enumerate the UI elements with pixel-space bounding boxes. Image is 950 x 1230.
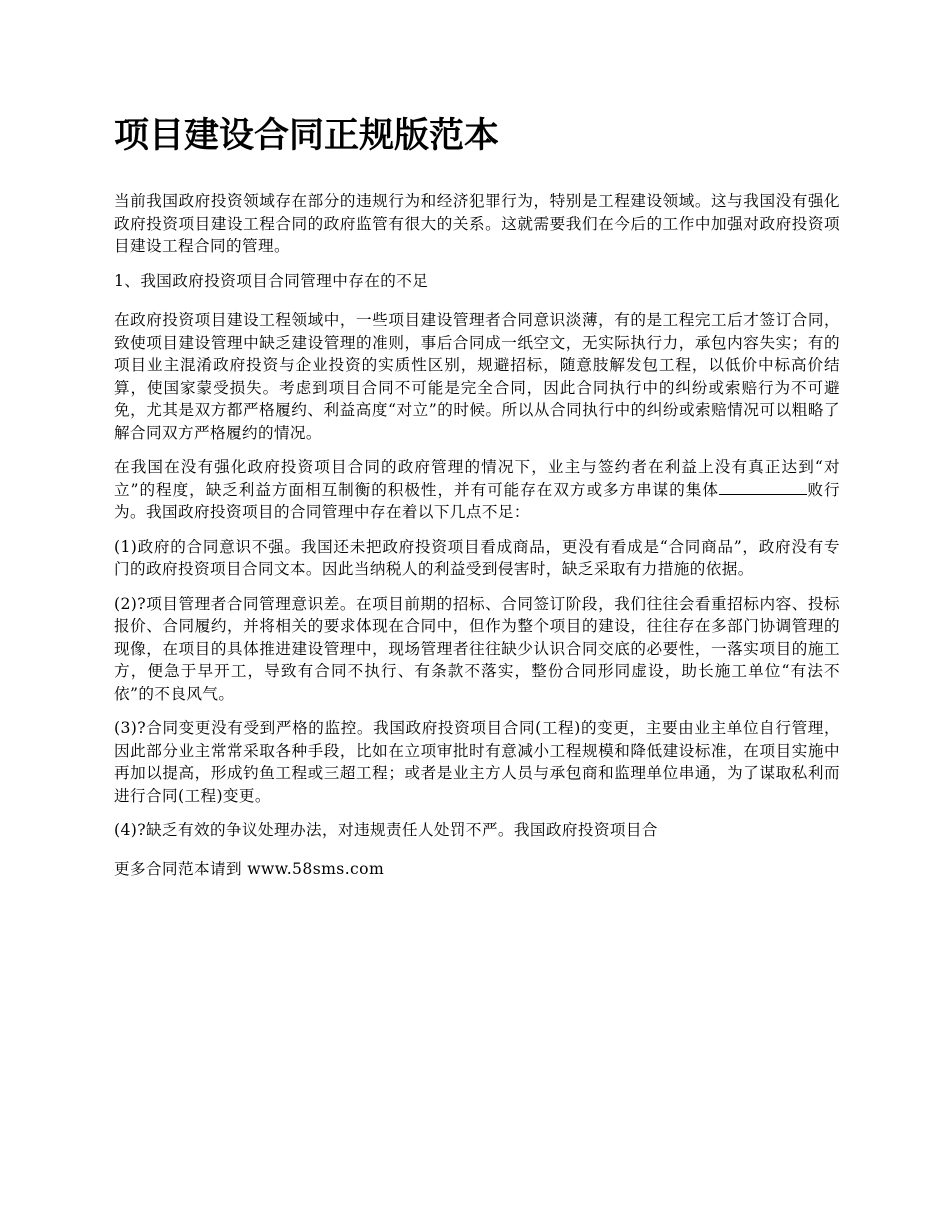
document-page [114, 112, 840, 892]
document-title: 项目建设合同正规版范本 [114, 116, 500, 156]
footer-link-text: 更多合同范本请到 www.58sms.com [114, 859, 385, 878]
underline-blank [719, 480, 807, 495]
list-item-3: (3)?合同变更没有受到严格的监控。我国政府投资项目合同(工程)的变更，主要由业主单位自行管理，因此部分业主常常采取各种手段，比如在立项审批时有意减小工程规模和降低建设标准，在项目实施中再加以提高，形成钓鱼工程或三超工程；或者是业主方人员与承包商和监理单位串通，为了谋取私利而进行合同(工程)变更。 [114, 719, 840, 805]
body-paragraph: 在政府投资项目建设工程领域中，一些项目建设管理者合同意识淡薄，有的是工程完工后才签订合同，致使项目建设管理中缺乏建设管理的准则，事后合同成一纸空文，无实际执行力，承包内容失实；有的项目业主混淆政府投资与企业投资的实质性区别，规避招标，随意肢解发包工程，以低价中标高价结算，使国家蒙受损失。考虑到项目合同不可能是完全合同，因此合同执行中的纠纷或索赔行为不可避免，尤其是双方都严格履约、利益高度“对立”的时候。所以从合同执行中的纠纷或索赔情况可以粗略了解合同双方严格履约的情况。 [114, 311, 840, 442]
body-paragraph-with-blank [114, 456, 840, 524]
intro-paragraph: 当前我国政府投资领域存在部分的违规行为和经济犯罪行为，特别是工程建设领域。这与我国没有强化政府投资项目建设工程合同的政府监管有很大的关系。这就需要我们在今后的工作中加强对政府投资项目建设工程合同的管理。 [114, 192, 840, 255]
text-after-blank: 败行为。我国政府投资项目的合同管理中存在着以下几点不足： [114, 480, 840, 521]
text-before-blank: 在我国在没有强化政府投资项目合同的政府管理的情况下，业主与签约者在利益上没有真正达到“对立”的程度，缺乏利益方面相互制衡的积极性，并有可能存在双方或多方串谋的集体 [114, 458, 840, 499]
list-item-2: (2)?项目管理者合同管理意识差。在项目前期的招标、合同签订阶段，我们往往会看重招标内容、投标报价、合同履约，并将相关的要求体现在合同中，但作为整个项目的建设，往往存在多部门协调管理的现像，在项目的具体推进建设管理中，现场管理者往往缺少认识合同交底的必要性，一落实项目的施工方，便急于早开工，导致有合同不执行、有条款不落实，整份合同形同虚设，助长施工单位“有法不依”的不良风气。 [114, 594, 840, 703]
section-heading: 1、我国政府投资项目合同管理中存在的不足 [114, 271, 429, 290]
list-item-1: (1)政府的合同意识不强。我国还未把政府投资项目看成商品，更没有看成是“合同商品”，政府没有专门的政府投资项目合同文本。因此当纳税人的利益受到侵害时，缺乏采取有力措施的依据。 [114, 537, 840, 578]
list-item-4: (4)?缺乏有效的争议处理办法，对违规责任人处罚不严。我国政府投资项目合 [114, 821, 658, 839]
